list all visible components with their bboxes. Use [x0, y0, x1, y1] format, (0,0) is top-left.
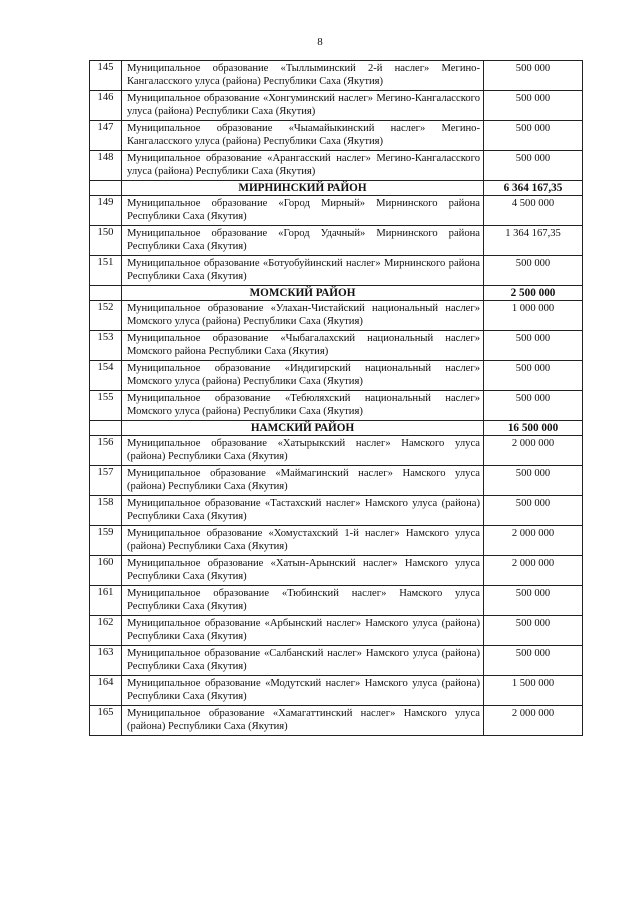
- municipality-name: Муниципальное образование «Хамагаттинский наслег» Намского улуса (района) Республики Саха (Якутия): [122, 706, 484, 736]
- municipality-name: Муниципальное образование «Хонгуминский наслег» Мегино-Кангаласского улуса (района) Республики Саха (Якутия): [122, 91, 484, 121]
- district-total: 16 500 000: [484, 421, 583, 436]
- table-row: [90, 391, 583, 421]
- allocation-amount: 2 000 000: [484, 526, 583, 556]
- table-row: [90, 466, 583, 496]
- table-row: [90, 526, 583, 556]
- allocation-amount: 500 000: [484, 391, 583, 421]
- municipality-name: Муниципальное образование «Арбынский наслег» Намского улуса (района) Республики Саха (Якутия): [122, 616, 484, 646]
- district-header-row: [90, 421, 583, 436]
- municipality-name: Муниципальное образование «Тебюляхский национальный наслег» Момского улуса (района) Республики Саха (Якутия): [122, 391, 484, 421]
- table-row: [90, 301, 583, 331]
- row-number: 157: [90, 466, 122, 496]
- allocation-amount: 500 000: [484, 121, 583, 151]
- table-row: [90, 616, 583, 646]
- table-row: [90, 121, 583, 151]
- district-empty-cell: [90, 421, 122, 436]
- municipality-name: Муниципальное образование «Салбанский наслег» Намского улуса (района) Республики Саха (Якутия): [122, 646, 484, 676]
- row-number: 165: [90, 706, 122, 736]
- municipality-name: Муниципальное образование «Арангасский наслег» Мегино-Кангаласского улуса (района) Республики Саха (Якутия): [122, 151, 484, 181]
- allocation-amount: 500 000: [484, 646, 583, 676]
- municipality-name: Муниципальное образование «Чыамайыкинский наслег» Мегино-Кангаласского улуса (района) Республики Саха (Якутия): [122, 121, 484, 151]
- row-number: 156: [90, 436, 122, 466]
- allocation-amount: 500 000: [484, 616, 583, 646]
- row-number: 161: [90, 586, 122, 616]
- municipality-name: Муниципальное образование «Хомустахский 1-й наслег» Намского улуса (района) Республики Саха (Якутия): [122, 526, 484, 556]
- table-row: [90, 706, 583, 736]
- allocation-amount: 500 000: [484, 61, 583, 91]
- table-row: [90, 256, 583, 286]
- table-row: [90, 436, 583, 466]
- row-number: 162: [90, 616, 122, 646]
- table-row: [90, 226, 583, 256]
- district-header-row: [90, 286, 583, 301]
- allocation-amount: 1 364 167,35: [484, 226, 583, 256]
- allocation-amount: 2 000 000: [484, 706, 583, 736]
- municipality-name: Муниципальное образование «Модутский наслег» Намского улуса (района) Республики Саха (Якутия): [122, 676, 484, 706]
- municipality-name: Муниципальное образование «Хатырыкский наслег» Намского улуса (района) Республики Саха (Якутия): [122, 436, 484, 466]
- table-row: [90, 196, 583, 226]
- allocation-amount: 500 000: [484, 586, 583, 616]
- allocation-amount: 500 000: [484, 361, 583, 391]
- row-number: 149: [90, 196, 122, 226]
- table-row: [90, 61, 583, 91]
- row-number: 163: [90, 646, 122, 676]
- municipality-name: Муниципальное образование «Маймагинский наслег» Намского улуса (района) Республики Саха (Якутия): [122, 466, 484, 496]
- table-row: [90, 91, 583, 121]
- municipality-name: Муниципальное образование «Ботуобуйинский наслег» Мирнинского района Республики Саха (Якутия): [122, 256, 484, 286]
- row-number: 152: [90, 301, 122, 331]
- municipality-name: Муниципальное образование «Хатын-Арынский наслег» Намского улуса Республики Саха (Якутия): [122, 556, 484, 586]
- table-row: [90, 151, 583, 181]
- row-number: 148: [90, 151, 122, 181]
- row-number: 151: [90, 256, 122, 286]
- page-number: 8: [317, 36, 323, 48]
- row-number: 153: [90, 331, 122, 361]
- row-number: 155: [90, 391, 122, 421]
- municipality-name: Муниципальное образование «Индигирский национальный наслег» Момского улуса (района) Республики Саха (Якутия): [122, 361, 484, 391]
- district-name: НАМСКИЙ РАЙОН: [122, 421, 484, 436]
- row-number: 147: [90, 121, 122, 151]
- table-row: [90, 676, 583, 706]
- municipality-name: Муниципальное образование «Тастахский наслег» Намского улуса (района) Республики Саха (Якутия): [122, 496, 484, 526]
- row-number: 154: [90, 361, 122, 391]
- allocation-table: [89, 60, 583, 736]
- district-total: 2 500 000: [484, 286, 583, 301]
- municipality-name: Муниципальное образование «Тюбинский наслег» Намского улуса Республики Саха (Якутия): [122, 586, 484, 616]
- row-number: 160: [90, 556, 122, 586]
- municipality-name: Муниципальное образование «Город Мирный» Мирнинского района Республики Саха (Якутия): [122, 196, 484, 226]
- allocation-amount: 500 000: [484, 496, 583, 526]
- table-row: [90, 586, 583, 616]
- municipality-name: Муниципальное образование «Тыллыминский 2-й наслег» Мегино-Кангаласского улуса (района) Республики Саха (Якутия): [122, 61, 484, 91]
- row-number: 146: [90, 91, 122, 121]
- allocation-amount: 500 000: [484, 151, 583, 181]
- municipality-name: Муниципальное образование «Улахан-Чистайский национальный наслег» Момского улуса (района) Республики Саха (Якутия): [122, 301, 484, 331]
- row-number: 158: [90, 496, 122, 526]
- district-name: МИРНИНСКИЙ РАЙОН: [122, 181, 484, 196]
- district-empty-cell: [90, 286, 122, 301]
- allocation-amount: 2 000 000: [484, 436, 583, 466]
- allocation-amount: 4 500 000: [484, 196, 583, 226]
- table-body: [90, 61, 583, 736]
- table-row: [90, 496, 583, 526]
- allocation-amount: 500 000: [484, 331, 583, 361]
- row-number: 159: [90, 526, 122, 556]
- municipality-name: Муниципальное образование «Город Удачный» Мирнинского района Республики Саха (Якутия): [122, 226, 484, 256]
- allocation-amount: 500 000: [484, 91, 583, 121]
- row-number: 145: [90, 61, 122, 91]
- row-number: 164: [90, 676, 122, 706]
- district-empty-cell: [90, 181, 122, 196]
- allocation-amount: 1 000 000: [484, 301, 583, 331]
- table-row: [90, 556, 583, 586]
- table-row: [90, 331, 583, 361]
- district-total: 6 364 167,35: [484, 181, 583, 196]
- allocation-amount: 1 500 000: [484, 676, 583, 706]
- allocation-amount: 2 000 000: [484, 556, 583, 586]
- table-row: [90, 361, 583, 391]
- allocation-amount: 500 000: [484, 256, 583, 286]
- table-row: [90, 646, 583, 676]
- district-name: МОМСКИЙ РАЙОН: [122, 286, 484, 301]
- allocation-amount: 500 000: [484, 466, 583, 496]
- district-header-row: [90, 181, 583, 196]
- row-number: 150: [90, 226, 122, 256]
- municipality-name: Муниципальное образование «Чыбагалахский национальный наслег» Момского района Республики Саха (Якутия): [122, 331, 484, 361]
